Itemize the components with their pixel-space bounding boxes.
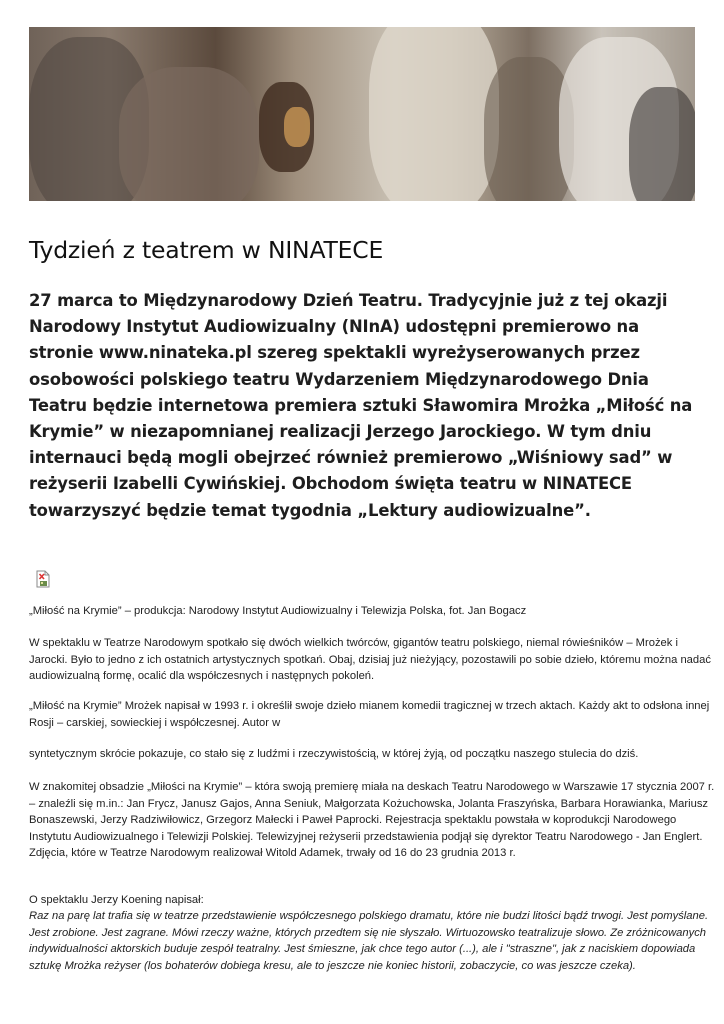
quote: Raz na parę lat trafia się w teatrze przedstawienie współczesnego polskiego dramatu, które nie budzi litości bądź trwogi. Jest pomyślane. Jest zrobione. Jest zagrane. Mówi rzeczy ważne, których przedtem się nie słyszało. Wirtuozowsko teatralizuje słowo. Ze zróżnicowanych indywidualności aktorskich buduje zespół teatralny. Jest śmieszne, jak chce tego autor (...), ale i "straszne", jak z naciskiem dopowiada sztukę Mrożka reżyser (los bohaterów dobiega kresu, ale to jeszcze nie koniec historii, zobaczycie, co was jeszcze czeka). [29, 910, 709, 972]
article-title: Tydzień z teatrem w NINATECE [29, 236, 384, 264]
broken-image-icon [36, 570, 50, 588]
paragraph: W spektaklu w Teatrze Narodowym spotkało się dwóch wielkich twórców, gigantów teatru polskiego, niemal rówieśników – Mrożek i Jarocki. Było to jedno z ich ostatnich artystycznych spotkań. Obaj, dzisiaj już nieżyjący, pozostawili po sobie dzieło, któremu można nadać audiowizualną formę, ocalić dla współczesnych i następnych pokoleń. [29, 637, 711, 683]
paragraph-intro: O spektaklu Jerzy Koening napisał: [29, 894, 204, 906]
paragraph: W znakomitej obsadzie „Miłości na Krymie” – która swoją premierę miała na deskach Teatru Narodowego w Warszawie 17 stycznia 2007 r. – znaleźli się m.in.: Jan Frycz, Janusz Gajos, Anna Seniuk, Małgorzata Kożuchowska, Jolanta Fraszyńska, Barbara Horawianka, Mariusz Bonaszewski, Jerzy Radziwiłowicz, Grzegorz Małecki i Paweł Paprocki. Rejestracja spektaklu powstała w koprodukcji Narodowego Instytutu Audiowizualnego i Telewizji Polskiej. Telewizyjnej reżyserii przedstawienia podjął się dyrektor Teatru Narodowego - Jan Englert. Zdjęcia, które w Teatrze Narodowym realizował Witold Adamek, trwały od 16 do 23 grudnia 2013 r. [29, 781, 715, 860]
paragraph: syntetycznym skrócie pokazuje, co stało się z ludźmi i rzeczywistością, w której żyją, od początku naszego stulecia do dziś. [29, 748, 639, 760]
paragraph: „Miłość na Krymie” Mrożek napisał w 1993 r. i określił swoje dzieło mianem komedii tragicznej w trzech aktach. Każdy akt to odsłona innej Rosji – carskiej, sowieckiej i współczesnej. Autor w [29, 700, 710, 729]
article-lead: 27 marca to Międzynarodowy Dzień Teatru. Tradycyjnie już z tej okazji Narodowy Instytut Audiowizualny (NInA) udostępni premierowo na stronie www.ninateka.pl szereg spektakli wyreżyserowanych przez osobowości polskiego teatru Wydarzeniem Międzynarodowego Dnia Teatru będzie internetowa premiera sztuki Sławomira Mrożka „Miłość na Krymie” w niezapomnianej realizacji Jerzego Jarockiego. W tym dniu internauci będą mogli obejrzeć również premierowo „Wiśniowy sad” w reżyserii Izabelli Cywińskiej. Obchodom święta teatru w NINATECE towarzyszyć będzie temat tygodnia „Lektury audiowizualne”. [29, 291, 693, 520]
header-photo [29, 27, 695, 201]
photo-caption: „Miłość na Krymie” – produkcja: Narodowy Instytut Audiowizualny i Telewizja Polska, fot. Jan Bogacz [29, 605, 527, 617]
